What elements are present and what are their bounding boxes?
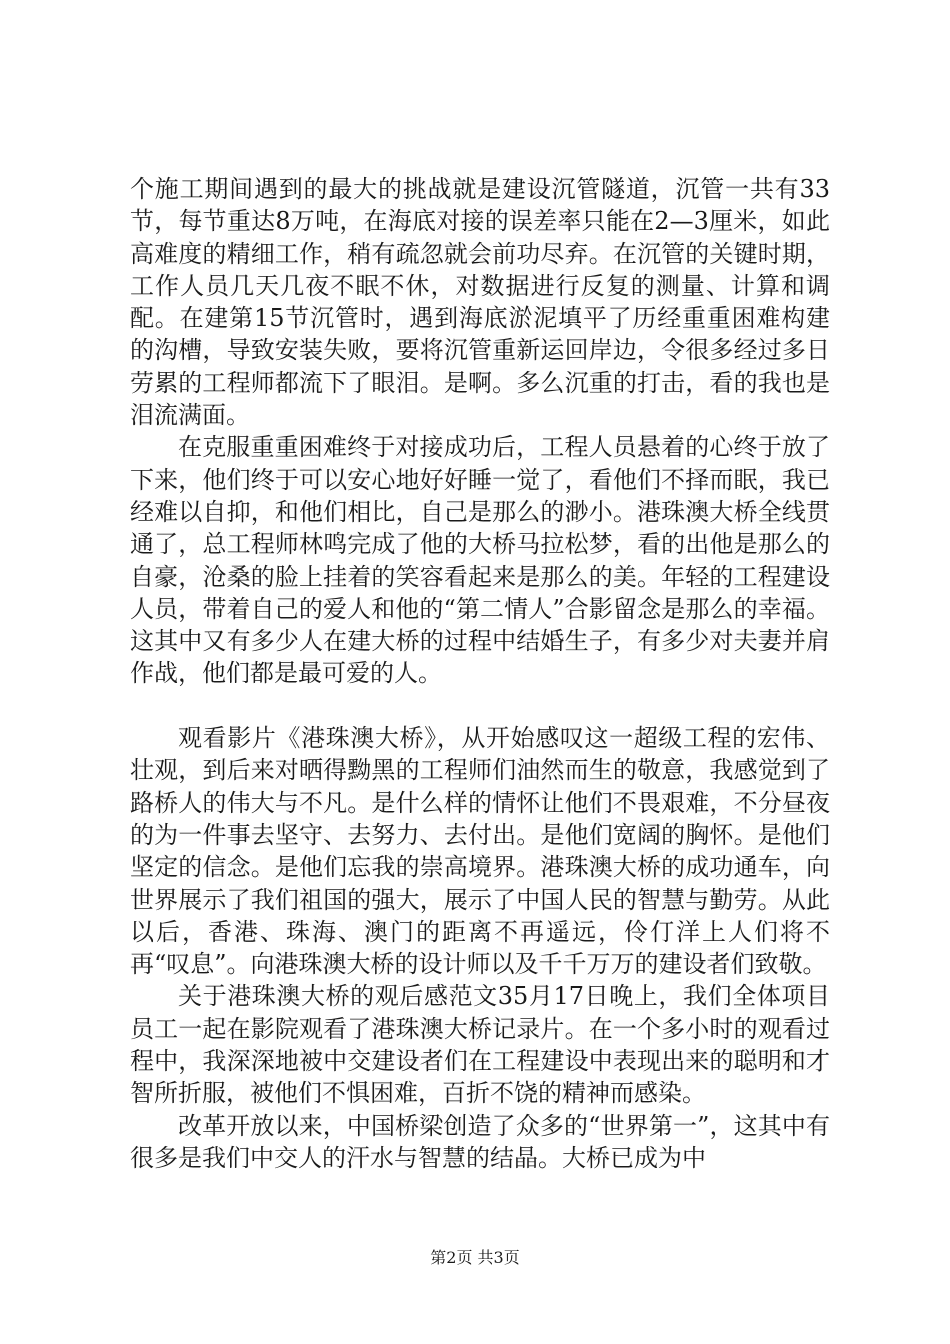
paragraph-tunnel-challenge: 个施工期间遇到的最大的挑战就是建设沉管隧道，沉管一共有33节，每节重达8万吨，在海底对接的误差率只能在2—3厘米，如此高难度的精细工作，稍有疏忽就会前功尽弃。在沉管的关键时期，工作人员几天几夜不眠不休，对数据进行反复的测量、计算和调配。在建第15节沉管时，遇到海底淤泥填平了历经重重困难构建的沟槽，导致安装失败，要将沉管重新运回岸边，令很多经过多日劳累的工程师都流下了眼泪。是啊。多么沉重的打击，看的我也是泪流满面。 — [130, 175, 830, 430]
paragraph-review-sample: 关于港珠澳大桥的观后感范文35月17日晚上，我们全体项目员工一起在影院观看了港珠澳大桥记录片。在一个多小时的观看过程中，我深深地被中交建设者们在工程建设中表现出来的聪明和才智所折服，被他们不惧困难，百折不饶的精神而感染。 — [130, 982, 830, 1108]
paragraph-reform-opening: 改革开放以来，中国桥梁创造了众多的“世界第一”，这其中有很多是我们中交人的汗水与智慧的结晶。大桥已成为中 — [130, 1111, 830, 1172]
paragraph-bridge-completion: 在克服重重困难终于对接成功后，工程人员悬着的心终于放了下来，他们终于可以安心地好好睡一觉了，看他们不择而眠，我已经难以自抑，和他们相比，自己是那么的渺小。港珠澳大桥全线贯通了，总工程师林鸣完成了他的大桥马拉松梦，看的出他是那么的自豪，沧桑的脸上挂着的笑容看起来是那么的美。年轻的工程建设人员，带着自己的爱人和他的“第二情人”合影留念是那么的幸福。这其中又有多少人在建大桥的过程中结婚生子，有多少对夫妻并肩作战，他们都是最可爱的人。 — [130, 433, 830, 688]
paragraph-film-reflection: 观看影片《港珠澳大桥》，从开始感叹这一超级工程的宏伟、壮观，到后来对晒得黝黑的工程师们油然而生的敬意，我感觉到了路桥人的伟大与不凡。是什么样的情怀让他们不畏艰难，不分昼夜的为一件事去坚守、去努力、去付出。是他们宽阔的胸怀。是他们坚定的信念。是他们忘我的崇高境界。港珠澳大桥的成功通车，向世界展示了我们祖国的强大，展示了中国人民的智慧与勤劳。从此以后，香港、珠海、澳门的距离不再遥远，伶仃洋上人们将不再“叹息”。向港珠澳大桥的设计师以及千千万万的建设者们致敬。 — [130, 724, 830, 979]
page-footer: 第2页 共3页 — [430, 1248, 520, 1267]
paragraph-spacer — [130, 690, 830, 722]
document-body — [130, 173, 830, 1174]
